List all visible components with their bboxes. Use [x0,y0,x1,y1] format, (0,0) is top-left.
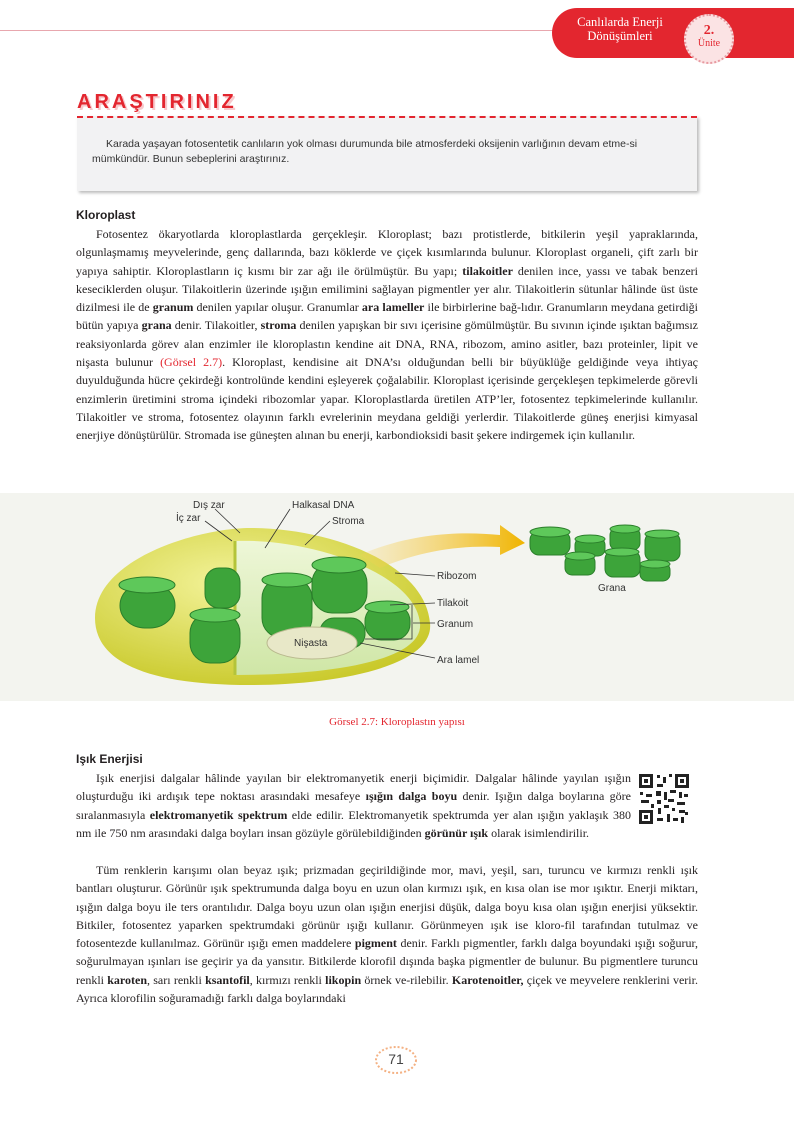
term-karotenoitler: Karotenoitler, [451,972,524,987]
label-tilakoit: Tilakoit [437,598,469,609]
label-ribozom: Ribozom [437,571,477,582]
label-dis-zar: Dış zar [193,500,225,511]
page-number [372,1044,420,1076]
unit-label: Ünite [697,38,721,49]
chapter-title-line1: Canlılarda Enerji [577,15,663,29]
header-rule [0,30,560,31]
text-run: denilen ince, yassı ve tabak benzeri keseciklerden oluşur. Tilakoitlerin üzerinde ışığın emilimini sağlayan pigmentler yer alır. Tilakoitlerin sütunlar hâlinde üst üste dizilmesi ile de [76,263,698,315]
label-granum: Granum [437,619,474,630]
term-dalga-boyu: ışığın dalga boyu [365,789,458,804]
term-elektromanyetik-spektrum: elektromanyetik spektrum [149,807,288,822]
page-number-text: 71 [388,1051,404,1067]
term-karoten: karoten [107,972,148,987]
text-run: örnek ve-rilebilir. [361,972,452,987]
term-grana: grana [141,318,172,333]
qr-code-icon [637,772,691,826]
unit-badge [684,14,734,64]
term-stroma: stroma [260,318,297,333]
text-run: denilen yapışkan bir sıvı içerisine gömülmüştür. Bu sıvının içinde ışıktan bağımsız reaksiyonlarda görev alan enzimler ile kloroplastın kendine ait DNA, RNA, ribozom, amino asitler, bazı proteinler, lipit ve nişasta bulunur [76,318,698,370]
term-ara-lameller: ara lameller [361,300,425,315]
chloroplast-figure [0,493,794,701]
figure-reference-link[interactable]: (Görsel 2.7) [160,355,223,370]
research-title: ARAŞTIRINIZ [77,91,237,113]
qr-code[interactable] [637,772,691,826]
grana-cluster [530,525,680,581]
term-tilakoitler: tilakoitler [462,263,513,278]
label-nisasta: Nişasta [294,638,328,649]
text-run: Tüm renklerin karışımı olan beyaz ışık; prizmadan geçirildiğinde mor, mavi, yeşil, sarı, turuncu ve kırmızı renkli ışık bantları oluşturur. Görünür ışık spektrumunda dalga boyu en uzun olan kırmızı ışık, en kısa olan ise mor ışıktır. Enerji miktarı, ışığın dalga boyu ile ters orantılıdır. Dalga boyu uzun olan ışığın enerjisi düşük, dalga boyu kısa olan ışığın enerjisi yüksektir. Bitkiler, fotosentez yaparken spektrumdaki görünür ışığı kullanır. Görünmeyen ışık ise kloro-fil tarafından tutulmaz ve fotosentezde kullanılmaz. Görünür ışığı emen maddelere [76,863,698,951]
chapter-title-line2: Dönüşümleri [587,29,653,43]
paragraph-isik-2 [76,861,698,1007]
research-text: Karada yaşayan fotosentetik canlıların yok olması durumunda bile atmosferdeki oksijenin varlığının devam etme-si mümkündür. Bunun sebeplerini araştırınız. [92,138,638,165]
text-run: denir. Farklı pigmentler, farklı dalga boyundaki ışığı soğurur, soğurulmayan ışınları ise geçirir ya da yansıtır. Bitkilerde klorofil dışında başka pigmentler de bulunur. Bu pigmentlere turuncu renkli [76,936,698,987]
text-run: Fotosentez ökaryotlarda kloroplastlarda gerçekleşir. Kloroplast; bazı protistlerde, bitkilerin yeşil yapraklarında, olgunlaşmamış meyvelerinde, genç dallarında, bazı köklerde ve çiçek kısımlarında bulunur. Kloroplast organeli, çift zarlı bir yapıya sahiptir. Kloroplastların iç kısmı bir zar ağı ile örülmüştür. Bu yapı; [76,227,698,278]
term-granum: granum [152,300,194,315]
text-run: denir. Işığın dalga boylarına göre sıralanmasıyla [76,789,632,822]
text-run: , sarı renkli [147,972,206,987]
label-stroma: Stroma [332,516,365,527]
text-run: denir. Tilakoitler, [171,318,261,333]
chapter-title [565,15,675,43]
figure-caption: Görsel 2.7: Kloroplastın yapısı [329,716,465,728]
text-run: çiçek ve meyvelere renklerini verir. Ayrıca klorofilin soğuramadığı farklı dalga boylarındaki [76,972,698,1006]
label-ic-zar: İç zar [176,513,201,524]
section-heading-isik-enerjisi: Işık Enerjisi [76,752,143,766]
term-gorunur-isik: görünür ışık [424,825,489,840]
text-run: elde edilir. Elektromanyetik spektrumda yer alan ışığın yaklaşık 380 nm ile 750 nm arasındaki dalga boyları insan gözüyle görülebildiğinden [76,807,631,840]
term-pigment: pigment [354,936,397,951]
text-run: . Kloroplast, kendisine ait DNA’sı olduğundan belli bir büyüklüğe geldiğinde veya ihtiyaç duyulduğunda hücre çekirdeği kontrolünde kendini eşleyerek çoğalabilir. Kloroplast içerisinde gerçekleşen tepkimelerde görevli enzimlerin üretimini stroma içindeki ribozomlar yapar. Kloroplastlarda üretilen ATP’ler, fotosentez tepkimelerinde kullanılır. Tilakoitler ve stroma, fotosentez olayının farklı evrelerinin meydana geldiği yerlerdir. Tilakoitlerde güneş enerjisi kimyasal enerjiye dönüştürülür. Stromada ise güneşten alınan bu enerji, karbondioksidi basit şekere indirgemek için kullanılır. [76,355,698,443]
chloroplast-diagram [0,493,794,701]
unit-number: 2. [703,23,715,38]
text-run: ile birbirlerine bağ-lıdır. Granumların meydana getirdiği bütün yapıya [76,300,699,333]
text-run: olarak isimlendirilir. [488,825,590,840]
term-ksantofil: ksantofil [205,972,250,987]
label-ara-lamel: Ara lamel [437,655,480,666]
section-heading-kloroplast: Kloroplast [76,208,136,222]
paragraph-isik-1 [76,769,631,842]
label-grana: Grana [598,583,626,594]
paragraph-kloroplast [76,225,698,445]
text-run: , kırmızı renkli [249,972,326,987]
text-run: denilen yapılar oluşur. Granumlar [193,300,362,315]
term-likopin: likopin [325,972,362,987]
label-halkasal-dna: Halkasal DNA [292,500,355,511]
text-run: Işık enerjisi dalgalar hâlinde yayılan bir elektromanyetik enerji biçimidir. Dalgalar hâlinde yayılan ışığın oluşturduğu iki ardışık tepe noktası arasındaki mesafeye [76,771,631,804]
zoom-arrow [360,525,525,568]
